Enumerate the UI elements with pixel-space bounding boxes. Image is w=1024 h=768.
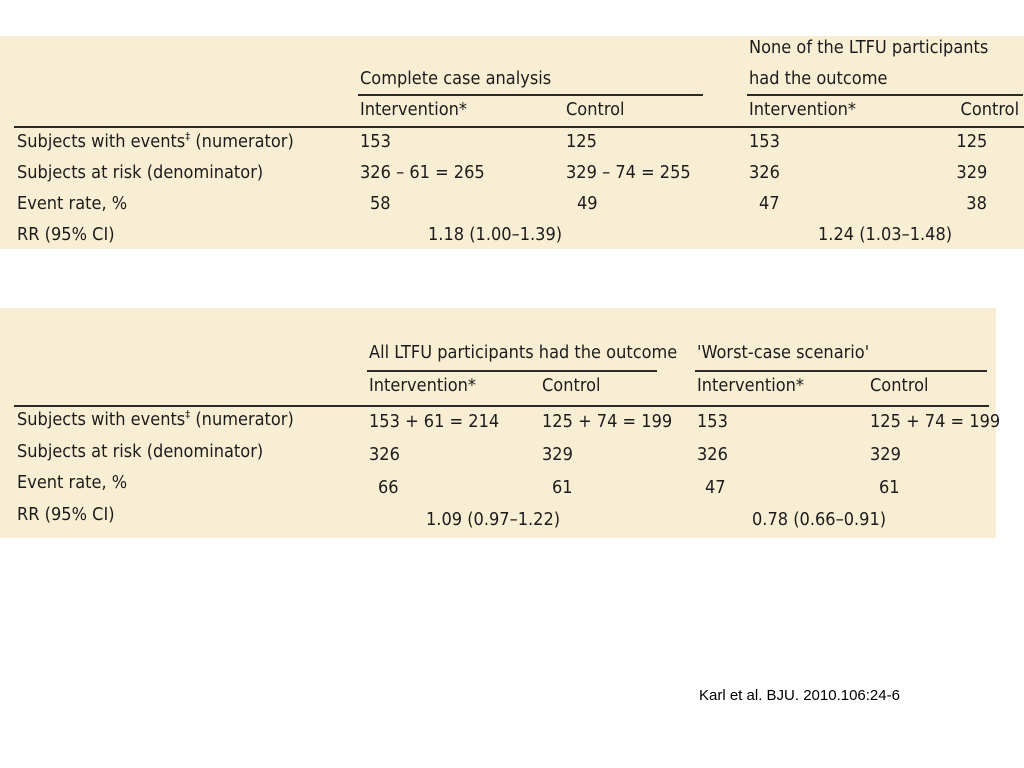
header-rule xyxy=(14,126,1024,128)
col-header-control: Control xyxy=(566,99,625,120)
row-label-event-rate: Event rate, % xyxy=(17,193,128,214)
cell-value: 47 xyxy=(705,477,726,498)
cell-rr: 1.24 (1.03–1.48) xyxy=(818,224,953,245)
cell-value: 125 xyxy=(956,131,987,152)
table-all-ltfu-vs-worst-case xyxy=(0,308,1001,538)
cell-value: 125 + 74 = 199 xyxy=(542,411,673,432)
col-header-intervention: Intervention* xyxy=(369,375,476,396)
cell-value: 58 xyxy=(370,193,391,214)
col-header-control: Control xyxy=(542,375,601,396)
group-header-all-ltfu: All LTFU participants had the outcome xyxy=(369,342,678,363)
group-header-none-ltfu-line1: None of the LTFU participants xyxy=(749,37,989,58)
row-label-event-rate: Event rate, % xyxy=(17,472,128,493)
cell-value: 153 xyxy=(360,131,391,152)
col-header-intervention: Intervention* xyxy=(360,99,467,120)
cell-value: 326 xyxy=(369,444,400,465)
cell-value: 61 xyxy=(879,477,900,498)
cell-value: 153 xyxy=(749,131,780,152)
row-label-at-risk: Subjects at risk (denominator) xyxy=(17,162,264,183)
cell-value: 329 xyxy=(870,444,901,465)
row-label-rr: RR (95% CI) xyxy=(17,504,115,525)
table-complete-case-vs-none-ltfu xyxy=(0,36,1024,249)
cell-value: 38 xyxy=(966,193,987,214)
cell-value: 125 + 74 = 199 xyxy=(870,411,1001,432)
cell-value: 66 xyxy=(378,477,399,498)
cell-value: 326 xyxy=(749,162,780,183)
cell-value: 329 xyxy=(956,162,987,183)
header-rule xyxy=(14,405,989,407)
cell-value: 47 xyxy=(759,193,780,214)
group-rule xyxy=(358,94,703,96)
cell-value: 329 – 74 = 255 xyxy=(566,162,691,183)
group-header-worst-case: 'Worst-case scenario' xyxy=(697,342,870,363)
col-header-intervention: Intervention* xyxy=(749,99,856,120)
row-label-events: Subjects with events‡ (numerator) xyxy=(17,408,294,430)
cell-value: 153 + 61 = 214 xyxy=(369,411,500,432)
cell-value: 125 xyxy=(566,131,597,152)
row-label-rr: RR (95% CI) xyxy=(17,224,115,245)
row-label-events: Subjects with events‡ (numerator) xyxy=(17,130,294,152)
group-header-complete-case: Complete case analysis xyxy=(360,68,552,89)
cell-value: 61 xyxy=(552,477,573,498)
cell-rr: 1.18 (1.00–1.39) xyxy=(428,224,563,245)
cell-value: 49 xyxy=(577,193,598,214)
col-header-control: Control xyxy=(960,99,1019,120)
citation: Karl et al. BJU. 2010.106:24-6 xyxy=(699,687,900,704)
cell-value: 153 xyxy=(697,411,728,432)
col-header-control: Control xyxy=(870,375,929,396)
group-rule xyxy=(695,370,987,372)
group-header-none-ltfu-line2: had the outcome xyxy=(749,68,888,89)
cell-value: 326 xyxy=(697,444,728,465)
row-label-at-risk: Subjects at risk (denominator) xyxy=(17,441,264,462)
cell-value: 326 – 61 = 265 xyxy=(360,162,485,183)
cell-rr: 1.09 (0.97–1.22) xyxy=(426,509,561,530)
group-rule xyxy=(367,370,657,372)
cell-value: 329 xyxy=(542,444,573,465)
col-header-intervention: Intervention* xyxy=(697,375,804,396)
cell-rr: 0.78 (0.66–0.91) xyxy=(752,509,887,530)
group-rule xyxy=(747,94,1023,96)
